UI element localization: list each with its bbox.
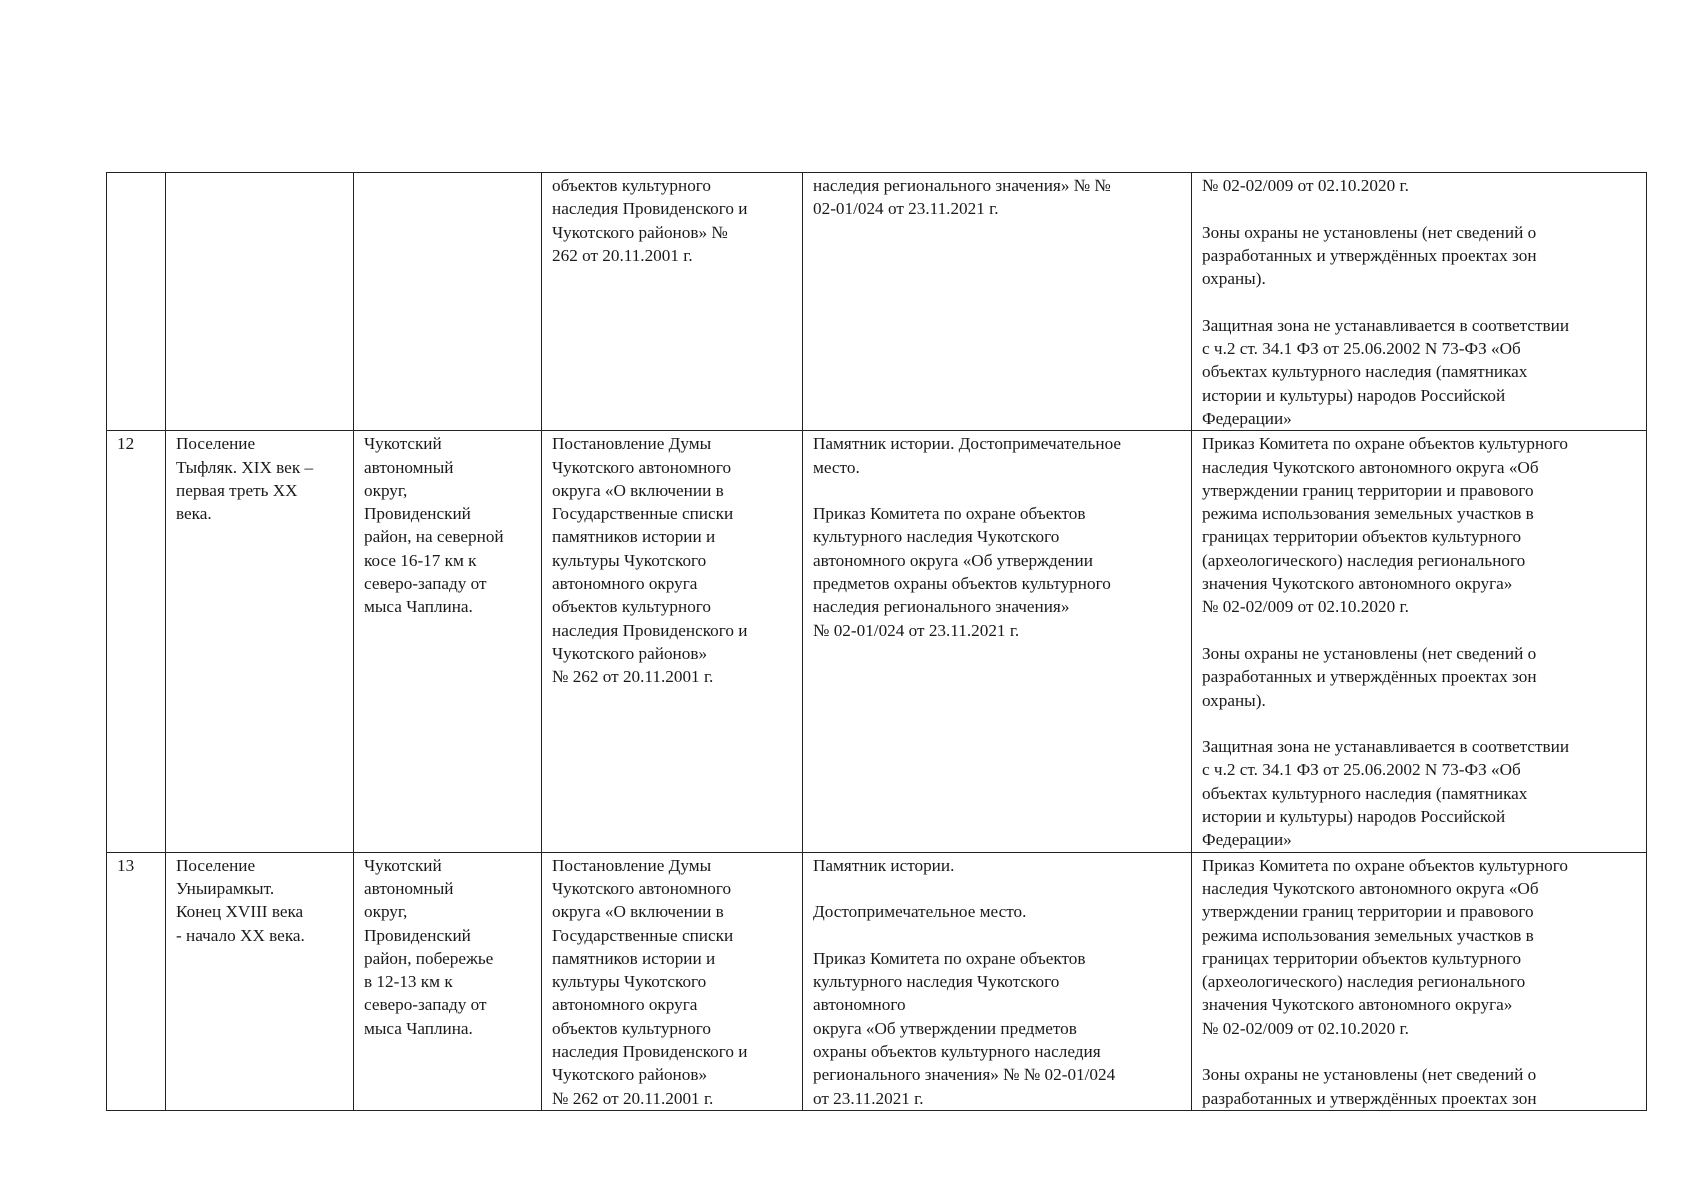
category-cell: Памятник истории. Достопримечательное место. Приказ Комитета по охране объектов культурного наследия Чукотского автономного округа «Об утверждении предметов охраны объектов культурного наследия регионального значения» № № 02-01/024 от 23.11.2021 г.: [803, 852, 1192, 1110]
heritage-objects-table: [106, 172, 1647, 1111]
row-number-cell: 13: [107, 852, 166, 1110]
location-cell: Чукотский автономный округ, Провиденский район, на северной косе 16-17 км к северо-западу от мыса Чаплина.: [354, 431, 542, 852]
decree-cell: Постановление Думы Чукотского автономного округа «О включении в Государственные списки памятников истории и культуры Чукотского автономного округа объектов культурного наследия Провиденского и Чукотского районов» № 262 от 20.11.2001 г.: [542, 431, 803, 852]
boundaries-cell: Приказ Комитета по охране объектов культурного наследия Чукотского автономного округа «Об утверждении границ территории и правового режима использования земельных участков в границах территории объектов культурного (археологического) наследия регионального значения Чукотского автономного округа» № 02-02/009 от 02.10.2020 г. Зоны охраны не установлены (нет сведений о разработанных и утверждённых проектах зон: [1192, 852, 1647, 1110]
row-number-cell: [107, 173, 166, 431]
table-row: [107, 173, 1647, 431]
boundaries-cell: № 02-02/009 от 02.10.2020 г. Зоны охраны не установлены (нет сведений о разработанных и утверждённых проектах зон охраны). Защитная зона не устанавливается в соответствии с ч.2 ст. 34.1 ФЗ от 25.06.2002 N 73-ФЗ «Об объектах культурного наследия (памятниках истории и культуры) народов Российской Федерации»: [1192, 173, 1647, 431]
object-name-cell: Поселение Уныирамкыт. Конец XVIII века - начало XX века.: [166, 852, 354, 1110]
decree-cell: Постановление Думы Чукотского автономного округа «О включении в Государственные списки памятников истории и культуры Чукотского автономного округа объектов культурного наследия Провиденского и Чукотского районов» № 262 от 20.11.2001 г.: [542, 852, 803, 1110]
category-cell: Памятник истории. Достопримечательное место. Приказ Комитета по охране объектов культурного наследия Чукотского автономного округа «Об утверждении предметов охраны объектов культурного наследия регионального значения» № 02-01/024 от 23.11.2021 г.: [803, 431, 1192, 852]
table-row: [107, 431, 1647, 852]
object-name-cell: Поселение Тыфляк. XIX век – первая треть XX века.: [166, 431, 354, 852]
decree-cell: объектов культурного наследия Провиденского и Чукотского районов» № 262 от 20.11.2001 г.: [542, 173, 803, 431]
category-cell: наследия регионального значения» № № 02-01/024 от 23.11.2021 г.: [803, 173, 1192, 431]
table-row: [107, 852, 1647, 1110]
object-name-cell: [166, 173, 354, 431]
boundaries-cell: Приказ Комитета по охране объектов культурного наследия Чукотского автономного округа «Об утверждении границ территории и правового режима использования земельных участков в границах территории объектов культурного (археологического) наследия регионального значения Чукотского автономного округа» № 02-02/009 от 02.10.2020 г. Зоны охраны не установлены (нет сведений о разработанных и утверждённых проектах зон охраны). Защитная зона не устанавливается в соответствии с ч.2 ст. 34.1 ФЗ от 25.06.2002 N 73-ФЗ «Об объектах культурного наследия (памятниках истории и культуры) народов Российской Федерации»: [1192, 431, 1647, 852]
location-cell: [354, 173, 542, 431]
row-number-cell: 12: [107, 431, 166, 852]
location-cell: Чукотский автономный округ, Провиденский район, побережье в 12-13 км к северо-западу от мыса Чаплина.: [354, 852, 542, 1110]
